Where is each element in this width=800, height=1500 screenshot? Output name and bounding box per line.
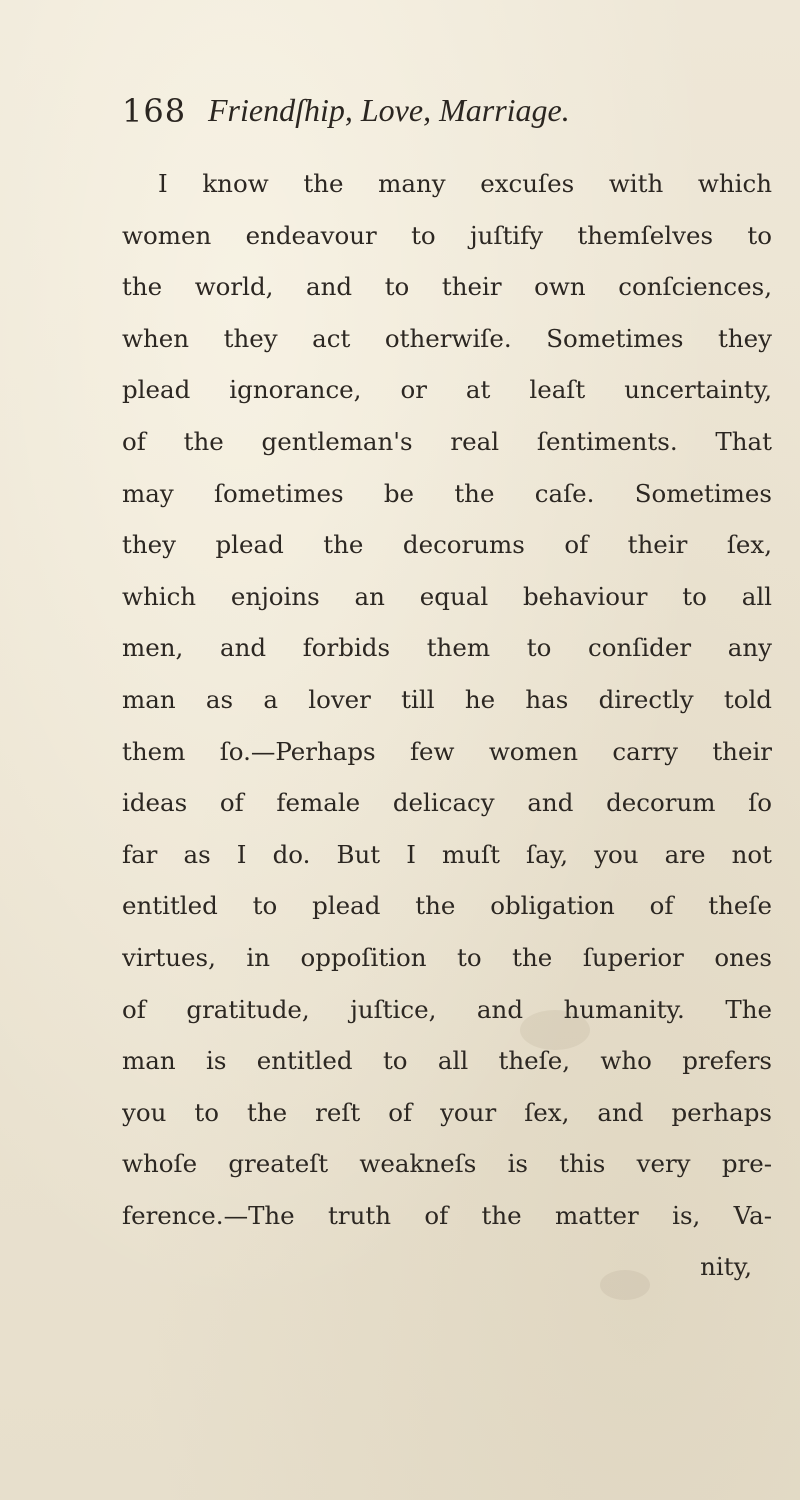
page-number: 168 — [122, 92, 187, 130]
catchword: nity, — [700, 1252, 752, 1282]
text-line: which enjoins an equal behaviour to all — [122, 581, 772, 611]
text-line: of gratitude, juſtice, and humanity. The — [122, 994, 772, 1024]
body-text — [122, 158, 772, 1293]
text-line: far as I do. But I muſt ſay, you are not — [122, 839, 772, 869]
text-line: men, and forbids them to conſider any — [122, 633, 772, 663]
text-line: man is entitled to all theſe, who prefers — [122, 1046, 772, 1076]
text-line: man as a lover till he has directly told — [122, 684, 772, 714]
running-head — [122, 92, 762, 142]
text-line: women endeavour to juſtify themſelves to — [122, 220, 772, 250]
text-line: entitled to plead the obligation of theſe — [122, 891, 772, 921]
running-head-title: Friendſhip, Love, Marriage. — [208, 92, 570, 128]
text-line: you to the reſt of your ſex, and perhaps — [122, 1097, 772, 1127]
text-line: when they act otherwiſe. Sometimes they — [122, 323, 772, 353]
text-line: them ſo.—Perhaps few women carry their — [122, 736, 772, 766]
text-line: plead ignorance, or at leaſt uncertainty, — [122, 375, 772, 405]
text-line: the world, and to their own conſciences, — [122, 272, 772, 302]
text-line: ference.—The truth of the matter is, Va- — [122, 1200, 772, 1230]
text-line: may ſometimes be the caſe. Sometimes — [122, 478, 772, 508]
text-line: of the gentleman's real ſentiments. That — [122, 426, 772, 456]
text-line: whoſe greateſt weakneſs is this very pre- — [122, 1149, 772, 1179]
text-line: I know the many excuſes with which — [158, 169, 772, 198]
text-line: they plead the decorums of their ſex, — [122, 530, 772, 560]
text-line: ideas of female delicacy and decorum ſo — [122, 788, 772, 818]
text-line: virtues, in oppoſition to the ſuperior ones — [122, 942, 772, 972]
